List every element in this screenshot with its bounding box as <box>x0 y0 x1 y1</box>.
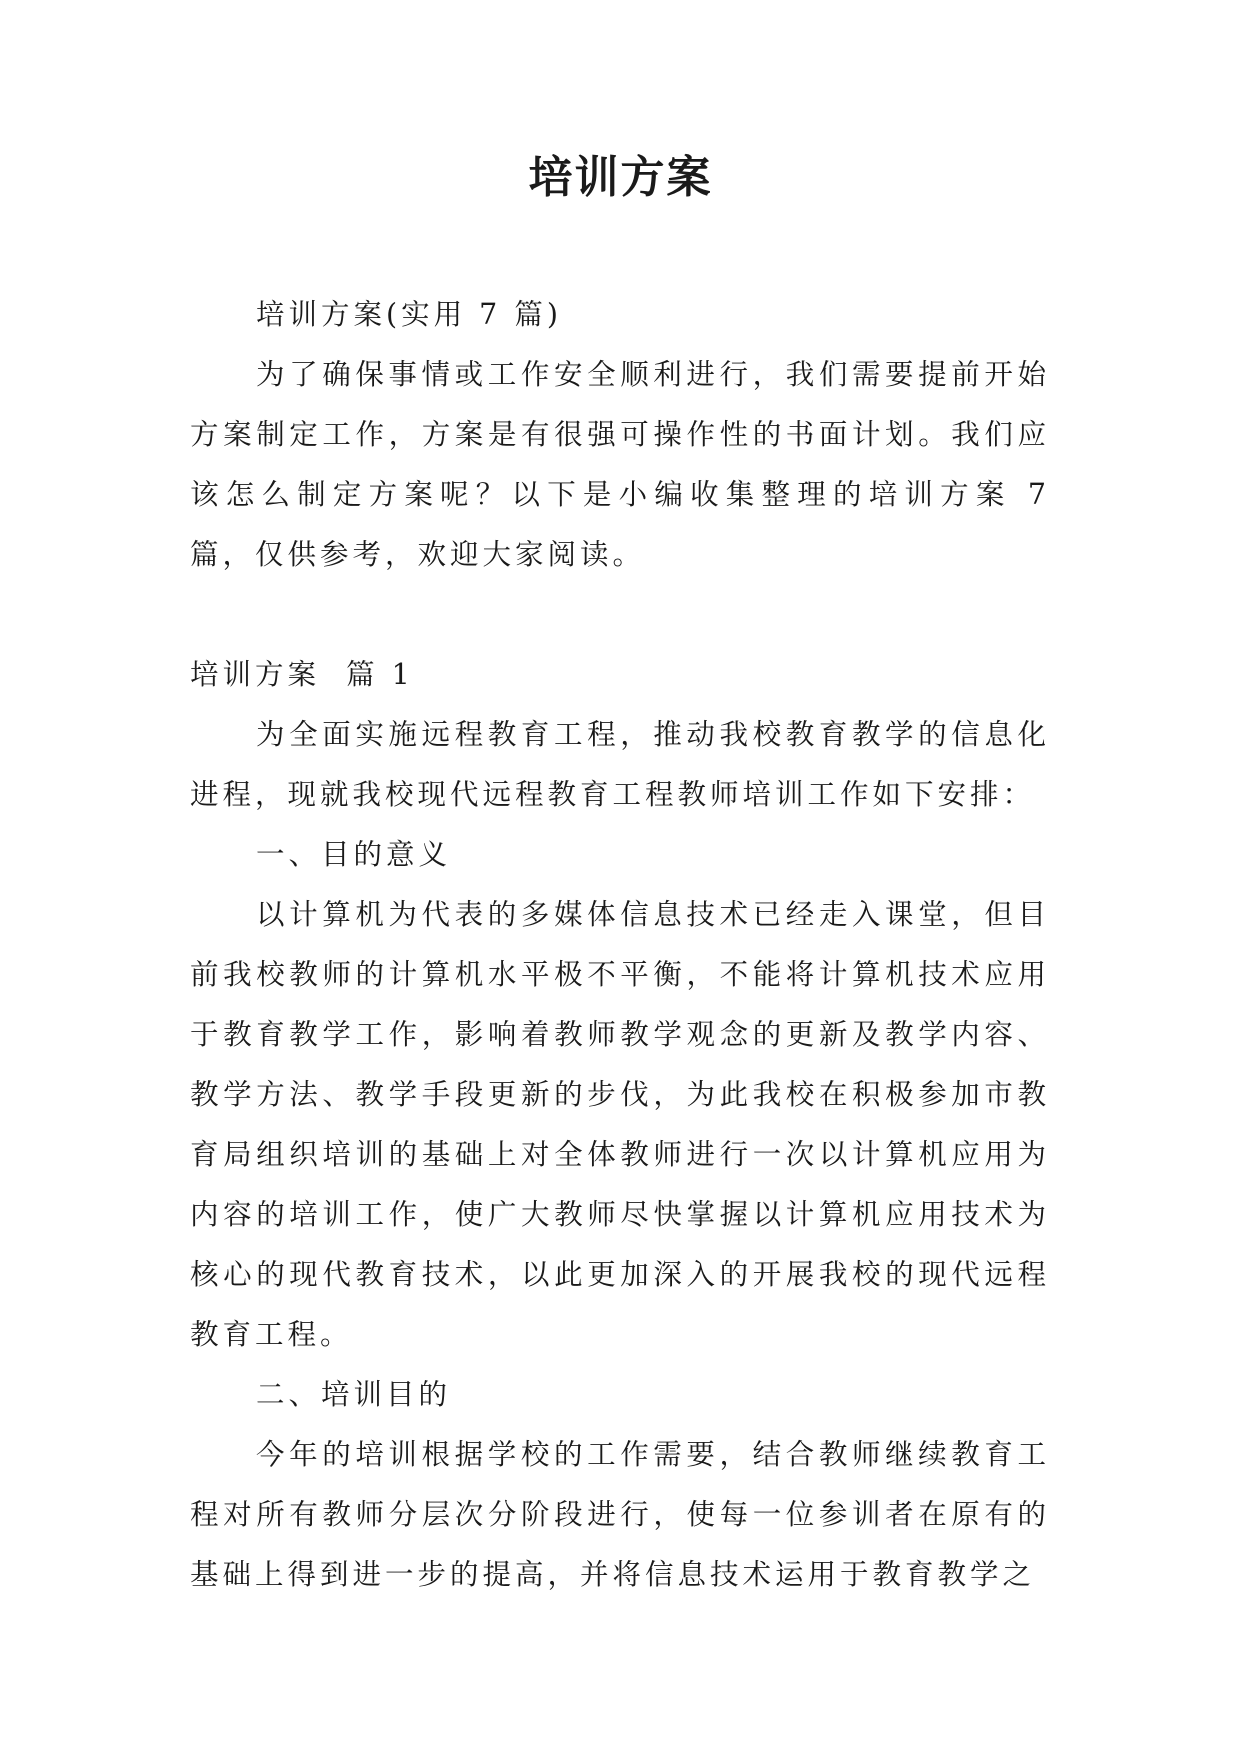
section-heading: 培训方案 篇 1 <box>190 658 414 691</box>
heading-purpose-significance: 一、目的意义 <box>256 838 452 871</box>
heading-training-goal: 二、培训目的 <box>256 1378 452 1411</box>
paragraph-intro-arrangement: 为全面实施远程教育工程，推动我校教育教学的信息化进程，现就我校现代远程教育工程教师培训工作如下安排： <box>190 718 1050 811</box>
section-spacer <box>190 585 1050 645</box>
document-subtitle: 培训方案(实用 7 篇) <box>256 298 562 331</box>
intro-paragraph: 为了确保事情或工作安全顺利进行，我们需要提前开始方案制定工作，方案是有很强可操作性的书面计划。我们应该怎么制定方案呢？以下是小编收集整理的培训方案 7 篇，仅供参考，欢迎大家阅读。 <box>190 358 1050 571</box>
paragraph-purpose-significance: 以计算机为代表的多媒体信息技术已经走入课堂，但目前我校教师的计算机水平极不平衡，不能将计算机技术应用于教育教学工作，影响着教师教学观念的更新及教学内容、教学方法、教学手段更新的步伐，为此我校在积极参加市教育局组织培训的基础上对全体教师进行一次以计算机应用为内容的培训工作，使广大教师尽快掌握以计算机应用技术为核心的现代教育技术，以此更加深入的开展我校的现代远程教育工程。 <box>190 898 1050 1351</box>
document-title: 培训方案 <box>528 152 713 203</box>
paragraph-training-goal: 今年的培训根据学校的工作需要，结合教师继续教育工程对所有教师分层次分阶段进行，使每一位参训者在原有的基础上得到进一步的提高，并将信息技术运用于教育教学之 <box>190 1438 1050 1591</box>
document-body <box>190 285 1050 1605</box>
